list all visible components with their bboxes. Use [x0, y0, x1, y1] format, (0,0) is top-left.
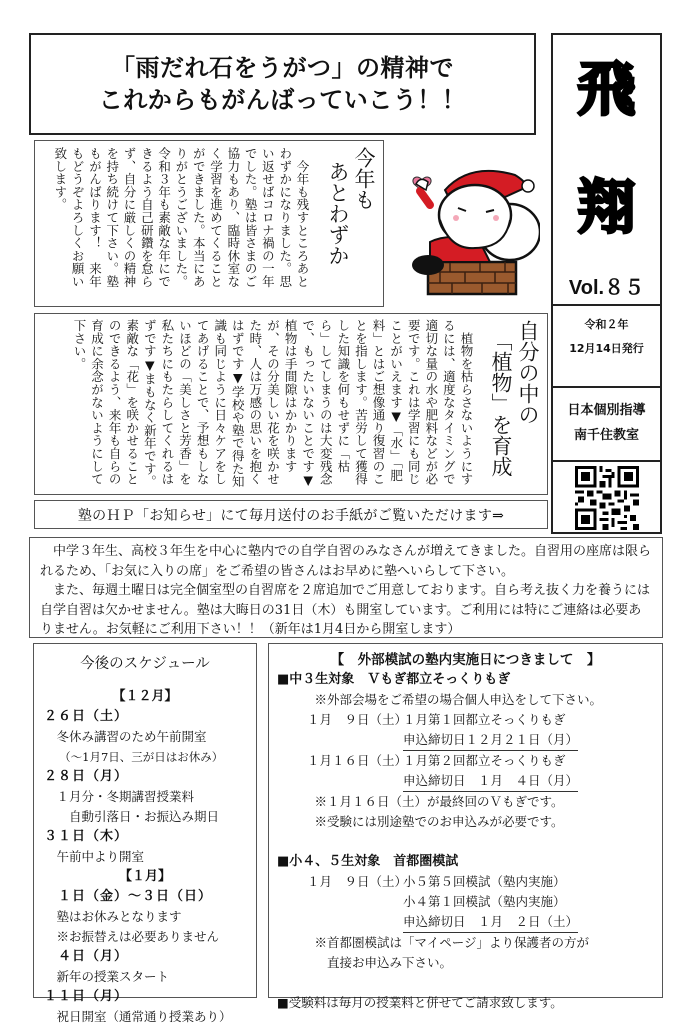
- article-plant-body: 植物を枯らさないようにするには、適度なタイミングで適切な量の水や肥料などが必要です。これは学習にも同じことがいえます▼「水」「肥料」とはご想像通り復習のことを指します。苦労して獲得した知識を何もせずに「枯ら」してしまうのは大変残念で、もったいないことです▼植物は手間隙はかかりますが、その分美しい花を咲かせた時、人は万感の思いを抱くはずです▼学校や塾で得た知識も同じように日々ケアをしてあげることで、予想もしないほどの「美しさと芳香」を私たちにもたらしてくれるはずです▼まもなく新年です。素敵な「花」を咲かせることのできるよう、来年も自らの育成に余念がないようにして下さい。: [71, 319, 474, 488]
- exam-date: １月１６日（土）: [307, 753, 408, 768]
- exam-deadline-row: [277, 730, 654, 751]
- month-label-january: 【１月】: [118, 869, 171, 884]
- exam-deadline: 申込締切日１２月２１日（月）: [403, 730, 578, 751]
- exam-row: [277, 710, 654, 730]
- homepage-notice-link[interactable]: [34, 500, 548, 529]
- schedule-date: １日（金）～３日（日）: [44, 889, 213, 904]
- section-heading-jhs3: ■中３生対象 Ｖもぎ都立そっくりもぎ: [277, 672, 511, 687]
- schedule-date: ２８日（月）: [44, 769, 129, 784]
- schedule-note: １月分・冬期講習授業料: [44, 789, 195, 804]
- article-year-end-heading: [325, 147, 377, 302]
- exam-row: [277, 892, 654, 912]
- schedule-note: 冬休み講習のため午前開室: [44, 729, 207, 744]
- schedule-date: ４日（月）: [44, 949, 129, 964]
- exam-event: 小４第１回模試（塾内実施）: [403, 894, 566, 909]
- era-year: 令和２年: [584, 318, 629, 331]
- section-footnote: ※首都圏模試は「マイページ」より保護者の方が: [277, 935, 590, 950]
- month-label-december: 【１２月】: [112, 689, 178, 704]
- section-footnote: ※受験には別途塾でのお申込みが必要です。: [277, 814, 564, 829]
- qr-code-icon: [575, 466, 639, 530]
- schedule-box: [33, 643, 257, 1024]
- exam-date: １月 ９日（土）: [307, 712, 408, 727]
- newsletter-title: [553, 35, 660, 306]
- article-plant-heading: [487, 320, 541, 490]
- exam-deadline: 申込締切日 １月 ２日（土）: [403, 912, 578, 933]
- article-year-end: [34, 140, 384, 307]
- santa-illustration: [400, 150, 540, 300]
- self-study-notice: [29, 537, 663, 638]
- section-heading-elem45: ■小４、５生対象 首都圏模試: [277, 854, 459, 869]
- exam-row: [277, 751, 654, 771]
- section-note: ※外部会場をご希望の場合個人申込をして下さい。: [277, 692, 603, 707]
- issue-date-box: [553, 306, 660, 388]
- schedule-note: 午前中より開室: [44, 849, 145, 864]
- exam-deadline-row: [277, 912, 654, 933]
- schedule-note: 新年の授業スタート: [44, 969, 170, 984]
- schedule-note: 塾はお休みとなります: [44, 909, 182, 924]
- santa-icon: [400, 150, 540, 300]
- exam-deadline-row: [277, 771, 654, 792]
- school-name-line-1: 日本個別指導: [567, 403, 646, 418]
- headline-box: [29, 33, 536, 135]
- masthead: [551, 33, 662, 534]
- headline-line-2: これからもがんばっていこう！！: [98, 86, 467, 114]
- mock-exam-box: [268, 643, 663, 1010]
- school-name-line-2: 南千住教室: [573, 428, 639, 443]
- article-plant: [34, 313, 548, 495]
- notice-paragraph-2: また、毎週土曜日は完全個室型の自習席を２席追加でご用意しております。自ら考え抜く力を養うには自学自習は欠かせません。塾は大晦日の31日（木）も開室しています。ご利用には特にご連絡は必要ありません。お気軽にご利用下さい！！（新年は1月4日から開室します）: [40, 583, 650, 638]
- exam-event: １月第１回都立そっくりもぎ: [403, 712, 566, 727]
- heading-line-1: 今年も: [352, 147, 376, 210]
- exam-date: １月 ９日（土）: [307, 874, 408, 889]
- schedule-note: ※お振替えは必要ありません: [44, 929, 220, 944]
- schedule-note: （～1月7日、三が日はお休み）: [44, 750, 224, 764]
- title-char-1: 飛: [577, 55, 636, 123]
- exam-row: [277, 872, 654, 892]
- school-name-box: [553, 388, 660, 462]
- mock-exam-title: 【 外部模試の塾内実施日につきまして 】: [330, 652, 601, 668]
- volume-number: Vol.８５: [568, 277, 645, 299]
- fee-note: ■受験料は毎月の授業料と併せてご請求致します。: [277, 995, 563, 1010]
- schedule-title: 今後のスケジュール: [80, 656, 210, 672]
- homepage-notice-label[interactable]: 塾のＨＰ「お知らせ」にて毎月送付のお手紙がご覧いただけます⇒: [77, 507, 505, 524]
- headline-line-1: 「雨だれ石をうがつ」の精神で: [111, 54, 454, 82]
- exam-deadline: 申込締切日 １月 ４日（月）: [403, 771, 578, 792]
- section-footnote: ※１月１６日（土）が最終回のＶもぎです。: [277, 794, 564, 809]
- schedule-date: ２６日（土）: [44, 709, 129, 724]
- heading-line-2: 「植物」を育成: [489, 330, 513, 477]
- article-year-end-body: 今年も残すところあとわずかになりました。思い返せばコロナ禍の一年でした。塾は皆さまのご協力もあり、臨時休室なく学習を進めてくることができました。本当にありがとうございました。 令和３年も素敵な年にできるよう自己研鑽を怠らず、自分に厳しくの精神を持ち続けて下さい。塾もがんばります！ 来年もどうぞよろしくお願い致します。: [52, 147, 310, 295]
- issue-date: 12月14日発行: [569, 342, 644, 355]
- heading-line-1: 自分の中の: [516, 320, 540, 425]
- qr-code[interactable]: [553, 462, 660, 534]
- exam-event: １月第２回都立そっくりもぎ: [403, 753, 566, 768]
- notice-paragraph-1: 中学３年生、高校３年生を中心に塾内での自学自習のみなさんが増えてきました。自習用の座席は限られるため、「お気に入りの席」をご希望の皆さんはお早めに塾へいらして下さい。: [40, 544, 652, 579]
- title-char-2: 翔: [577, 173, 636, 241]
- schedule-note: 祝日開室（通常通り授業あり）: [44, 1009, 232, 1024]
- schedule-date: ３１日（木）: [44, 829, 129, 844]
- heading-line-2: あとわずか: [326, 161, 350, 266]
- schedule-note: 自動引落日・お振込み期日: [44, 809, 220, 824]
- exam-event: 小５第５回模試（塾内実施）: [403, 874, 566, 889]
- section-footnote: 直接お申込み下さい。: [277, 955, 453, 970]
- schedule-date: １１日（月）: [44, 989, 129, 1004]
